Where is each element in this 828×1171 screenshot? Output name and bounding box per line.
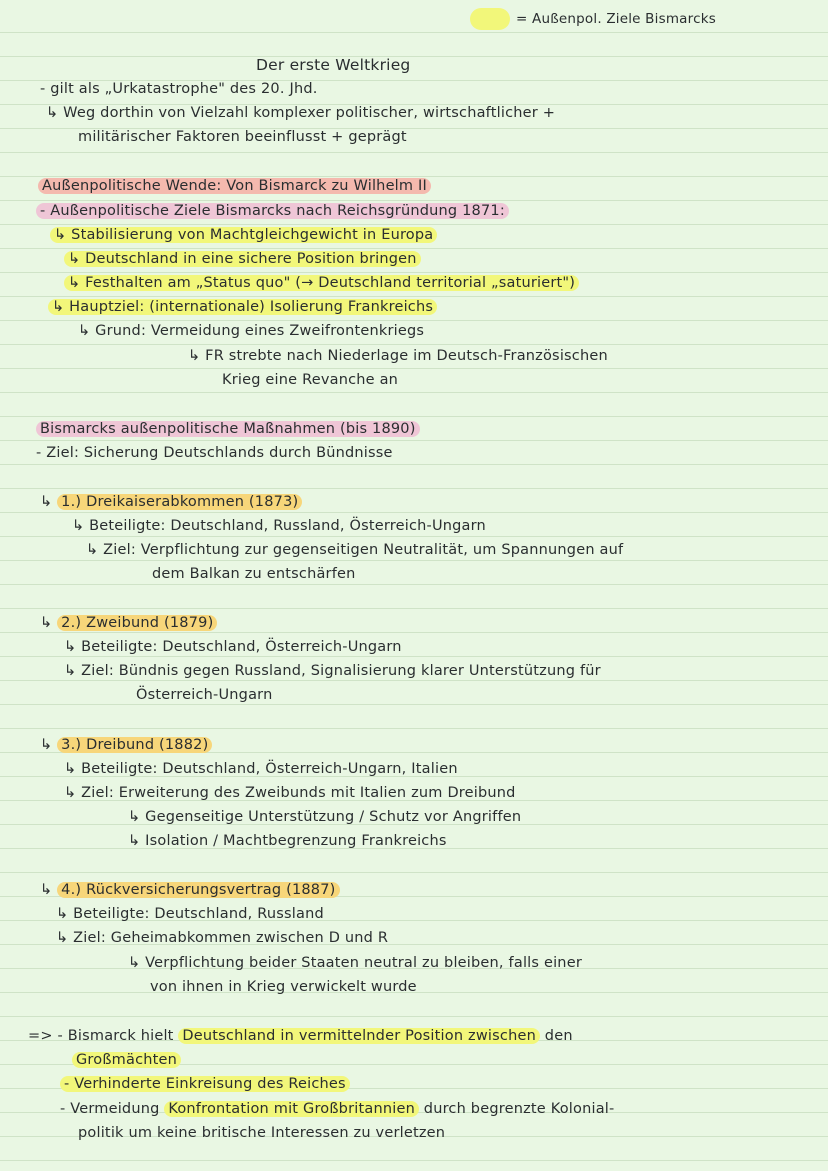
treaty-2-title: ↳ 2.) Zweibund (1879): [40, 613, 217, 633]
goal-stabilisierung: ↳ Stabilisierung von Machtgleichgewicht in Europa: [50, 225, 437, 245]
treaty-3-line-3: ↳ Gegenseitige Unterstützung / Schutz vor Angriffen: [128, 809, 522, 825]
intro-line-1: - gilt als „Urkatastrophe" des 20. Jhd.: [40, 81, 318, 97]
reason-line-a: ↳ FR strebte nach Niederlage im Deutsch-Französischen: [188, 348, 608, 364]
treaty-4-line-1: ↳ Beteiligte: Deutschland, Russland: [56, 906, 324, 922]
conclusion-line-2: - Verhinderte Einkreisung des Reiches: [60, 1074, 350, 1094]
treaty-4-line-3: ↳ Verpflichtung beider Staaten neutral zu bleiben, falls einer: [128, 955, 582, 971]
section-subheading-ziele: - Außenpolitische Ziele Bismarcks nach Reichsgründung 1871:: [36, 201, 509, 221]
main-goal-isolierung: ↳ Hauptziel: (internationale) Isolierung Frankreichs: [48, 297, 437, 317]
treaty-3-line-2: ↳ Ziel: Erweiterung des Zweibunds mit Italien zum Dreibund: [64, 785, 516, 801]
reason-line-b: Krieg eine Revanche an: [222, 372, 399, 388]
treaty-2-line-2: ↳ Ziel: Bündnis gegen Russland, Signalisierung klarer Unterstützung für: [64, 663, 601, 679]
treaty-2-line-1: ↳ Beteiligte: Deutschland, Österreich-Ungarn: [64, 639, 402, 655]
conclusion-line-3: - Vermeidung Konfrontation mit Großbritannien durch begrenzte Kolonial-: [60, 1101, 615, 1117]
goal-status-quo: ↳ Festhalten am „Status quo" (→ Deutschland territorial „saturiert"): [64, 273, 579, 293]
conclusion-line-1-cont: Großmächten: [72, 1050, 181, 1070]
treaty-1-line-1: ↳ Beteiligte: Deutschland, Russland, Österreich-Ungarn: [72, 518, 486, 534]
treaty-3-title: ↳ 3.) Dreibund (1882): [40, 735, 212, 755]
legend-swatch: [470, 8, 510, 30]
treaty-2-line-3: Österreich-Ungarn: [136, 687, 273, 703]
intro-line-3: militärischer Faktoren beeinflusst + geprägt: [78, 129, 407, 145]
treaty-1-line-3: dem Balkan zu entschärfen: [152, 566, 356, 582]
reason-line: ↳ Grund: Vermeidung eines Zweifrontenkriegs: [78, 323, 425, 339]
treaty-3-line-1: ↳ Beteiligte: Deutschland, Österreich-Ungarn, Italien: [64, 761, 458, 777]
treaty-1-line-2: ↳ Ziel: Verpflichtung zur gegenseitigen Neutralität, um Spannungen auf: [86, 542, 624, 558]
section2-goal: - Ziel: Sicherung Deutschlands durch Bündnisse: [36, 445, 393, 461]
treaty-4-title: ↳ 4.) Rückversicherungsvertrag (1887): [40, 880, 340, 900]
conclusion-line-1: => - Bismarck hielt Deutschland in vermittelnder Position zwischen den: [28, 1028, 573, 1044]
intro-line-2: ↳ Weg dorthin von Vielzahl komplexer politischer, wirtschaftlicher +: [46, 105, 556, 121]
section-heading-wende: Außenpolitische Wende: Von Bismarck zu Wilhelm II: [38, 176, 431, 196]
goal-sichere-position: ↳ Deutschland in eine sichere Position bringen: [64, 249, 421, 269]
page-title: Der erste Weltkrieg: [256, 56, 411, 74]
treaty-3-line-4: ↳ Isolation / Machtbegrenzung Frankreichs: [128, 833, 447, 849]
treaty-4-line-4: von ihnen in Krieg verwickelt wurde: [150, 979, 417, 995]
legend-label: = Außenpol. Ziele Bismarcks: [516, 11, 716, 27]
treaty-1-title: ↳ 1.) Dreikaiserabkommen (1873): [40, 492, 302, 512]
section-heading-massnahmen: Bismarcks außenpolitische Maßnahmen (bis 1890): [36, 419, 420, 439]
treaty-4-line-2: ↳ Ziel: Geheimabkommen zwischen D und R: [56, 930, 389, 946]
conclusion-line-3-cont: politik um keine britische Interessen zu verletzen: [78, 1125, 446, 1141]
